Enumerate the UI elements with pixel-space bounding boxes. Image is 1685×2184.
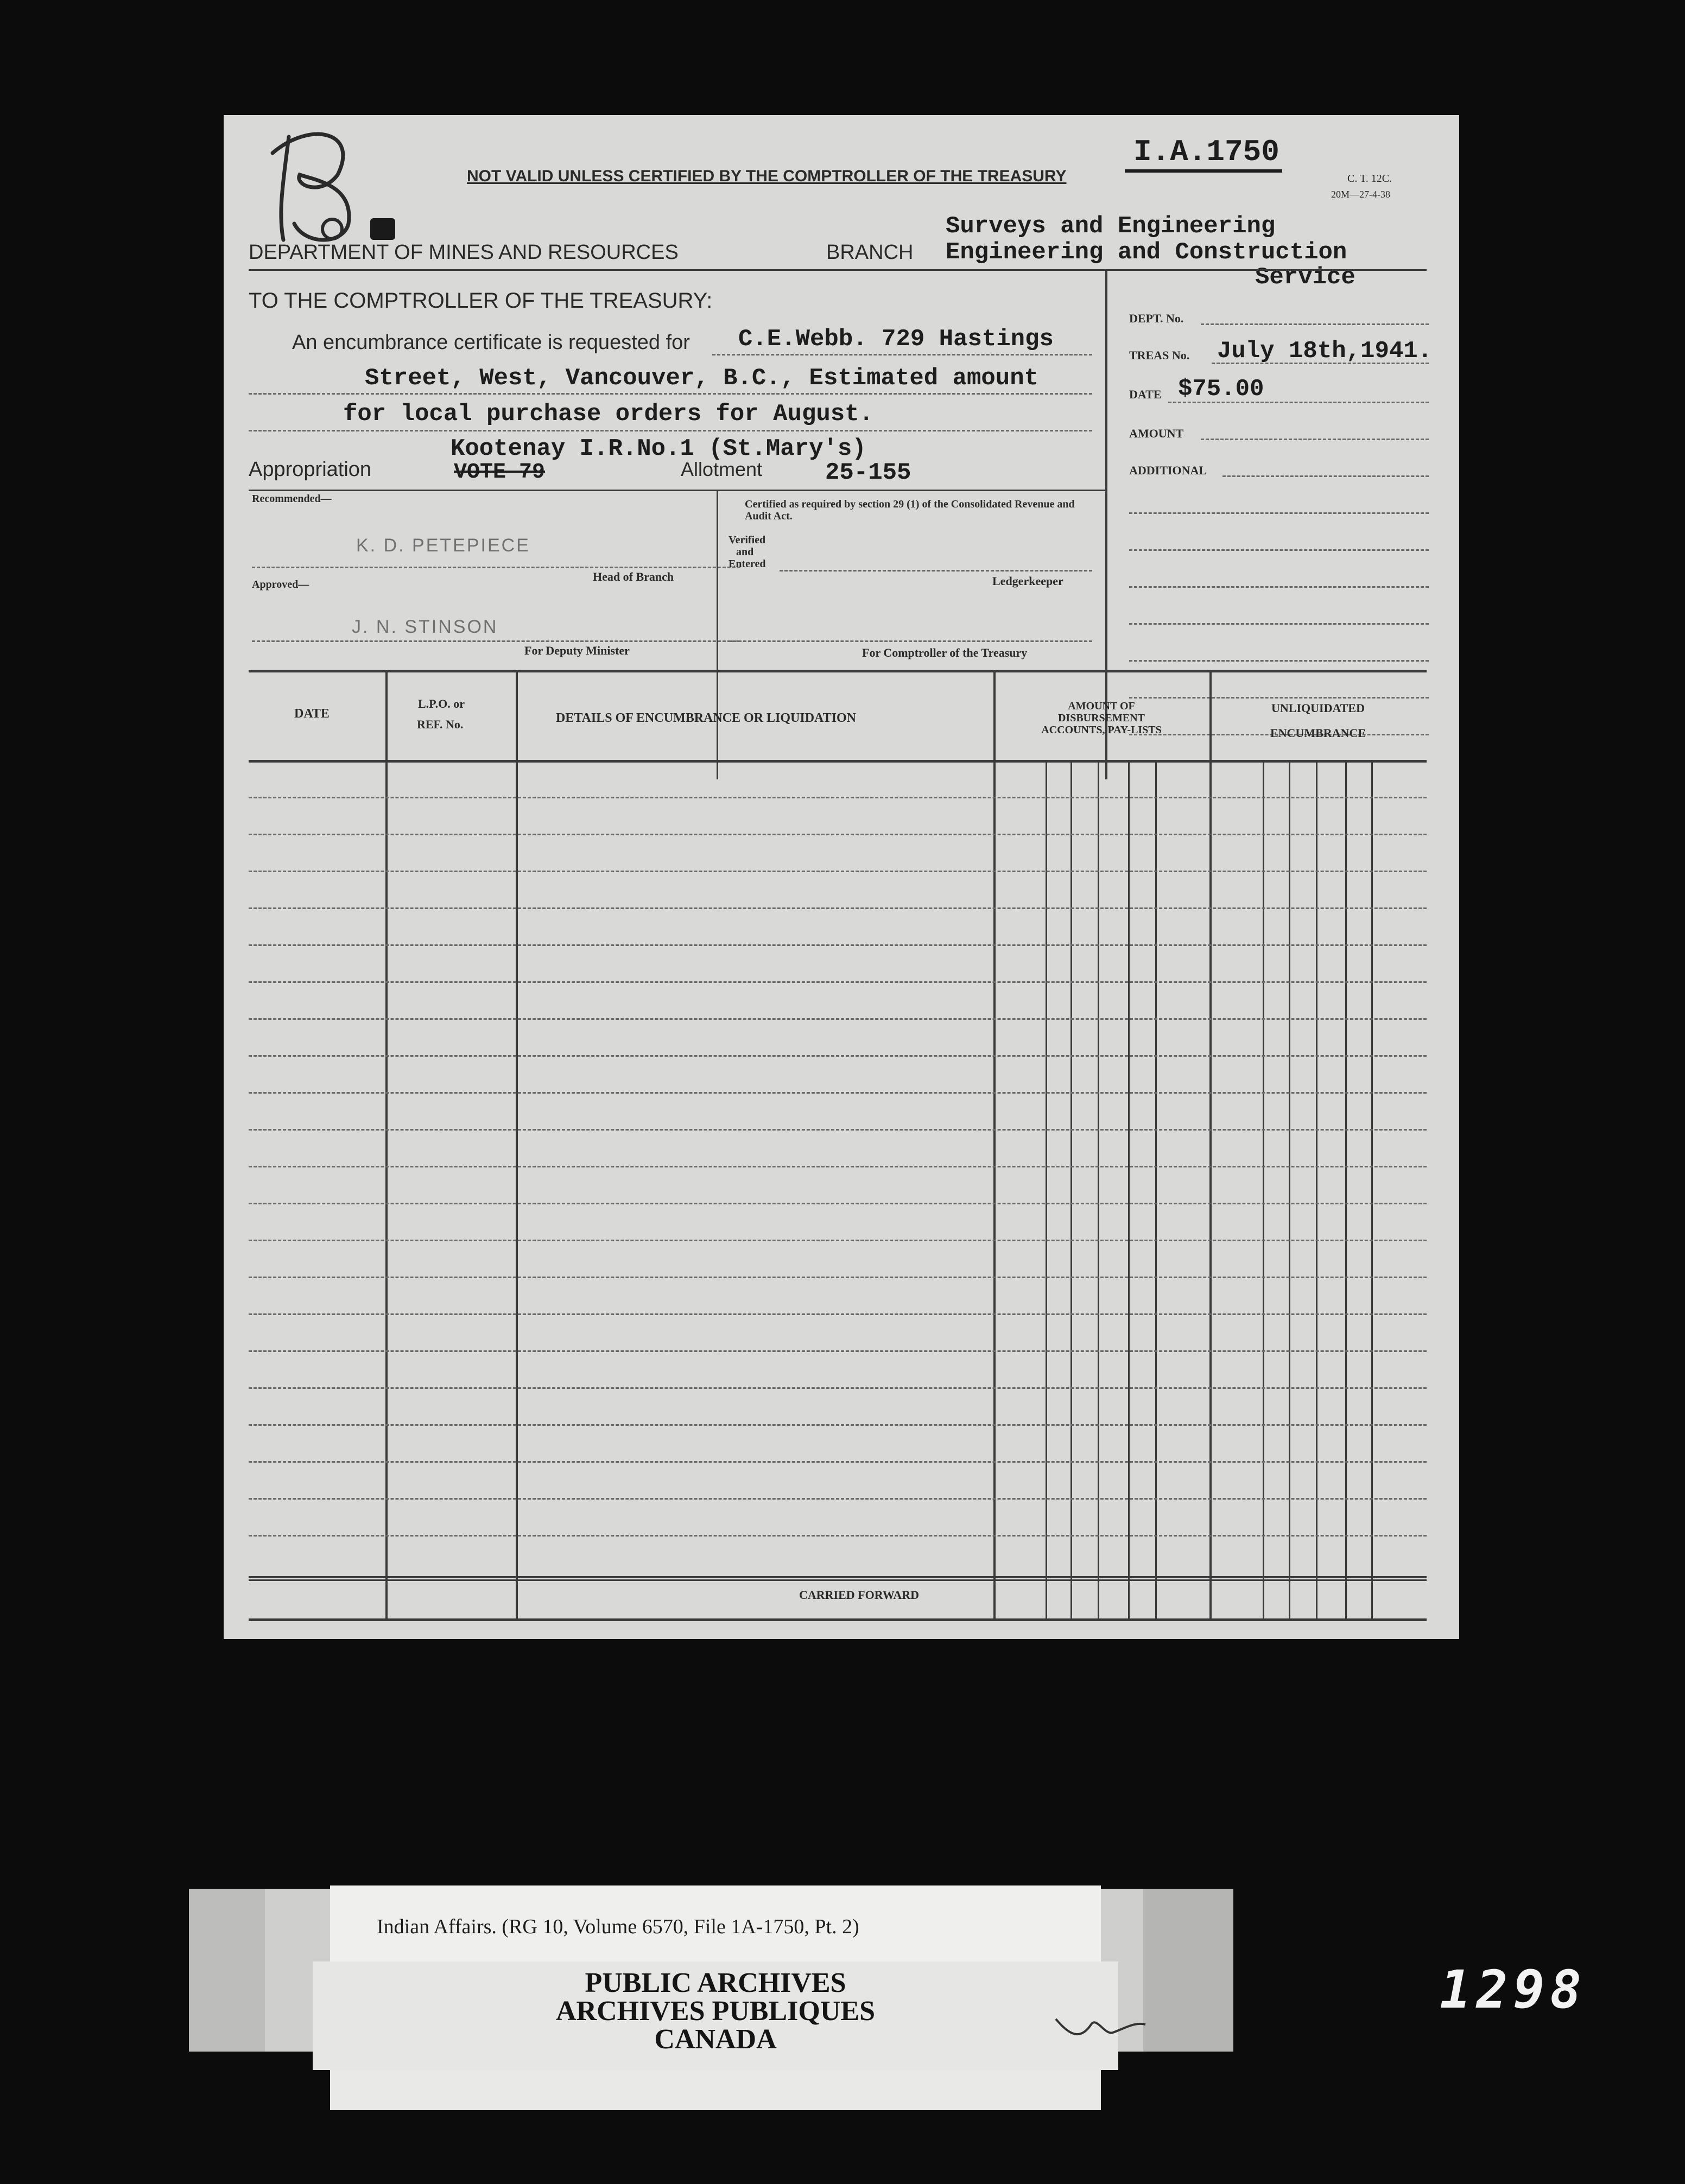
col-header-amount-2: DISBURSEMENT	[1057, 712, 1145, 724]
amount-label: AMOUNT	[1129, 427, 1184, 440]
request-line-2: Street, West, Vancouver, B.C., Estimated amount	[365, 365, 1039, 392]
col-divider-details	[993, 670, 996, 1618]
allotment-label: Allotment	[681, 458, 763, 480]
table-row	[249, 1277, 1427, 1278]
certified-text: Certified as required by section 29 (1) of the Consolidated Revenue and Audit Act.	[745, 498, 1075, 522]
request-prefix: An encumbrance certificate is requested for	[292, 331, 690, 354]
archive-signature	[1053, 2003, 1151, 2046]
table-header-rule	[249, 760, 1427, 763]
additional-line-4	[1129, 586, 1429, 588]
table-row	[249, 1166, 1427, 1167]
unliq-subcol-3	[1316, 760, 1317, 1618]
col-divider-date	[385, 670, 388, 1618]
table-carried-rule	[249, 1576, 1427, 1578]
dept-no-line	[1201, 323, 1429, 325]
approved-label: Approved—	[252, 579, 309, 591]
amount-subcol-3	[1098, 760, 1099, 1618]
treas-no-label: TREAS No.	[1129, 348, 1190, 362]
unliq-subcol-4	[1345, 760, 1347, 1618]
approved-line	[252, 640, 740, 642]
additional-line-7	[1129, 697, 1429, 699]
ledgerkeeper-label: Ledgerkeeper	[992, 574, 1063, 588]
unliq-subcol-2	[1289, 760, 1290, 1618]
col-header-lpo-2: REF. No.	[417, 718, 464, 731]
encumbrance-form	[224, 115, 1459, 1639]
table-row	[249, 1203, 1427, 1204]
table-row	[249, 1129, 1427, 1131]
unliq-subcol-5	[1371, 760, 1373, 1618]
request-line-3: for local purchase orders for August.	[343, 401, 873, 428]
table-row	[249, 1387, 1427, 1389]
additional-line-1	[1222, 475, 1429, 477]
approved-name: J. N. STINSON	[352, 617, 498, 637]
col-divider-amount	[1209, 670, 1212, 1618]
additional-line-6	[1129, 660, 1429, 662]
recommended-name: K. D. PETEPIECE	[356, 535, 530, 556]
table-row	[249, 1535, 1427, 1537]
additional-line-5	[1129, 623, 1429, 625]
form-print-code: 20M—27-4-38	[1331, 189, 1390, 200]
allotment-value: 25-155	[825, 459, 911, 486]
table-row	[249, 1461, 1427, 1463]
verified-label: Verified	[729, 534, 766, 546]
branch-line-3: Service	[1255, 264, 1355, 291]
validity-notice: NOT VALID UNLESS CERTIFIED BY THE COMPTROLLER OF THE TREASURY	[467, 167, 1067, 185]
archive-line-3: CANADA	[654, 2024, 777, 2055]
appropriation-label: Appropriation	[249, 458, 372, 481]
archive-label-left-edge	[189, 1889, 265, 2052]
col-header-unliq-1: UNLIQUIDATED	[1271, 701, 1365, 715]
treas-no-line	[1212, 363, 1429, 364]
amount-subcol-4	[1128, 760, 1130, 1618]
amount-subcol-1	[1046, 760, 1047, 1618]
table-row	[249, 1350, 1427, 1352]
archive-label-right-edge	[1143, 1889, 1233, 2052]
frame-number	[1440, 1961, 1627, 2018]
entered-line	[780, 570, 1092, 572]
table-row	[249, 981, 1427, 983]
request-line-2-rule	[249, 393, 1092, 395]
appropriation-line-rule	[249, 490, 1105, 491]
and-label: and	[736, 546, 754, 558]
branch-line-2: Engineering and Construction	[946, 239, 1347, 266]
col-header-amount-3: ACCOUNTS, PAY-LISTS	[1041, 724, 1162, 736]
archive-line-2: ARCHIVES PUBLIQUES	[555, 1996, 876, 2027]
form-code: C. T. 12C.	[1347, 173, 1392, 185]
recommended-label: Recommended—	[252, 493, 332, 505]
additional-label: ADDITIONAL	[1129, 464, 1207, 477]
carried-forward-label: CARRIED FORWARD	[799, 1588, 920, 1602]
for-comptroller-label: For Comptroller of the Treasury	[862, 646, 1028, 659]
appropriation-vote: VOTE 79	[454, 460, 546, 485]
table-row	[249, 944, 1427, 946]
request-line-1-rule	[712, 354, 1092, 355]
head-of-branch-label: Head of Branch	[593, 570, 674, 583]
col-header-unliq-2: ENCUMBRANCE	[1270, 726, 1366, 740]
amount-subcol-5	[1155, 760, 1157, 1618]
dept-no-label: DEPT. No.	[1129, 312, 1184, 325]
col-header-lpo-1: L.P.O. or	[418, 697, 465, 710]
date-value: $75.00	[1178, 376, 1264, 403]
amount-subcol-2	[1070, 760, 1072, 1618]
recommended-line	[252, 567, 740, 568]
frame-number-text: 1298	[1440, 1959, 1587, 2020]
department-label: DEPARTMENT OF MINES AND RESOURCES	[249, 241, 679, 264]
col-header-amount-1: AMOUNT OF	[1068, 700, 1135, 712]
date-line	[1168, 402, 1429, 403]
table-row	[249, 907, 1427, 909]
col-header-date: DATE	[294, 707, 330, 721]
additional-line-2	[1129, 512, 1429, 514]
table-row	[249, 1018, 1427, 1020]
table-row	[249, 871, 1427, 872]
table-row	[249, 797, 1427, 798]
archive-reference: Indian Affairs. (RG 10, Volume 6570, File 1A-1750, Pt. 2)	[377, 1915, 859, 1938]
table-row	[249, 834, 1427, 835]
appropriation-line: Kootenay I.R.No.1 (St.Mary's)	[451, 435, 866, 462]
archive-line-1: PUBLIC ARCHIVES	[585, 1967, 846, 1998]
table-row	[249, 1313, 1427, 1315]
signature-divider	[717, 490, 718, 779]
for-deputy-label: For Deputy Minister	[524, 644, 630, 657]
amount-line	[1201, 439, 1429, 440]
request-line-3-rule	[249, 430, 1092, 431]
date-label: DATE	[1129, 388, 1162, 401]
table-bottom-rule	[249, 1618, 1427, 1621]
col-header-details: DETAILS OF ENCUMBRANCE OR LIQUIDATION	[556, 711, 856, 725]
table-row	[249, 1055, 1427, 1057]
file-number: I.A.1750	[1133, 135, 1279, 169]
request-line-1: C.E.Webb. 729 Hastings	[738, 326, 1054, 353]
to-line: TO THE COMPTROLLER OF THE TREASURY:	[249, 289, 713, 313]
table-top-rule	[249, 670, 1427, 672]
col-divider-lpo	[516, 670, 518, 1618]
unliq-subcol-1	[1263, 760, 1264, 1618]
treas-value: July 18th,1941.	[1217, 338, 1433, 365]
branch-line-1: Surveys and Engineering	[946, 213, 1276, 240]
ink-blot	[370, 218, 395, 240]
table-row	[249, 1240, 1427, 1241]
department-line	[249, 269, 1427, 271]
file-number-underline	[1125, 169, 1282, 173]
additional-line-3	[1129, 549, 1429, 551]
archive-label-bottom-strip	[330, 2070, 1101, 2110]
table-row	[249, 1424, 1427, 1426]
table-carried-rule-2	[249, 1579, 1427, 1581]
branch-label: BRANCH	[826, 241, 914, 264]
table-row	[249, 1498, 1427, 1500]
entered-label: Entered	[729, 558, 766, 570]
table-row	[249, 1092, 1427, 1094]
comptroller-line	[729, 640, 1092, 642]
